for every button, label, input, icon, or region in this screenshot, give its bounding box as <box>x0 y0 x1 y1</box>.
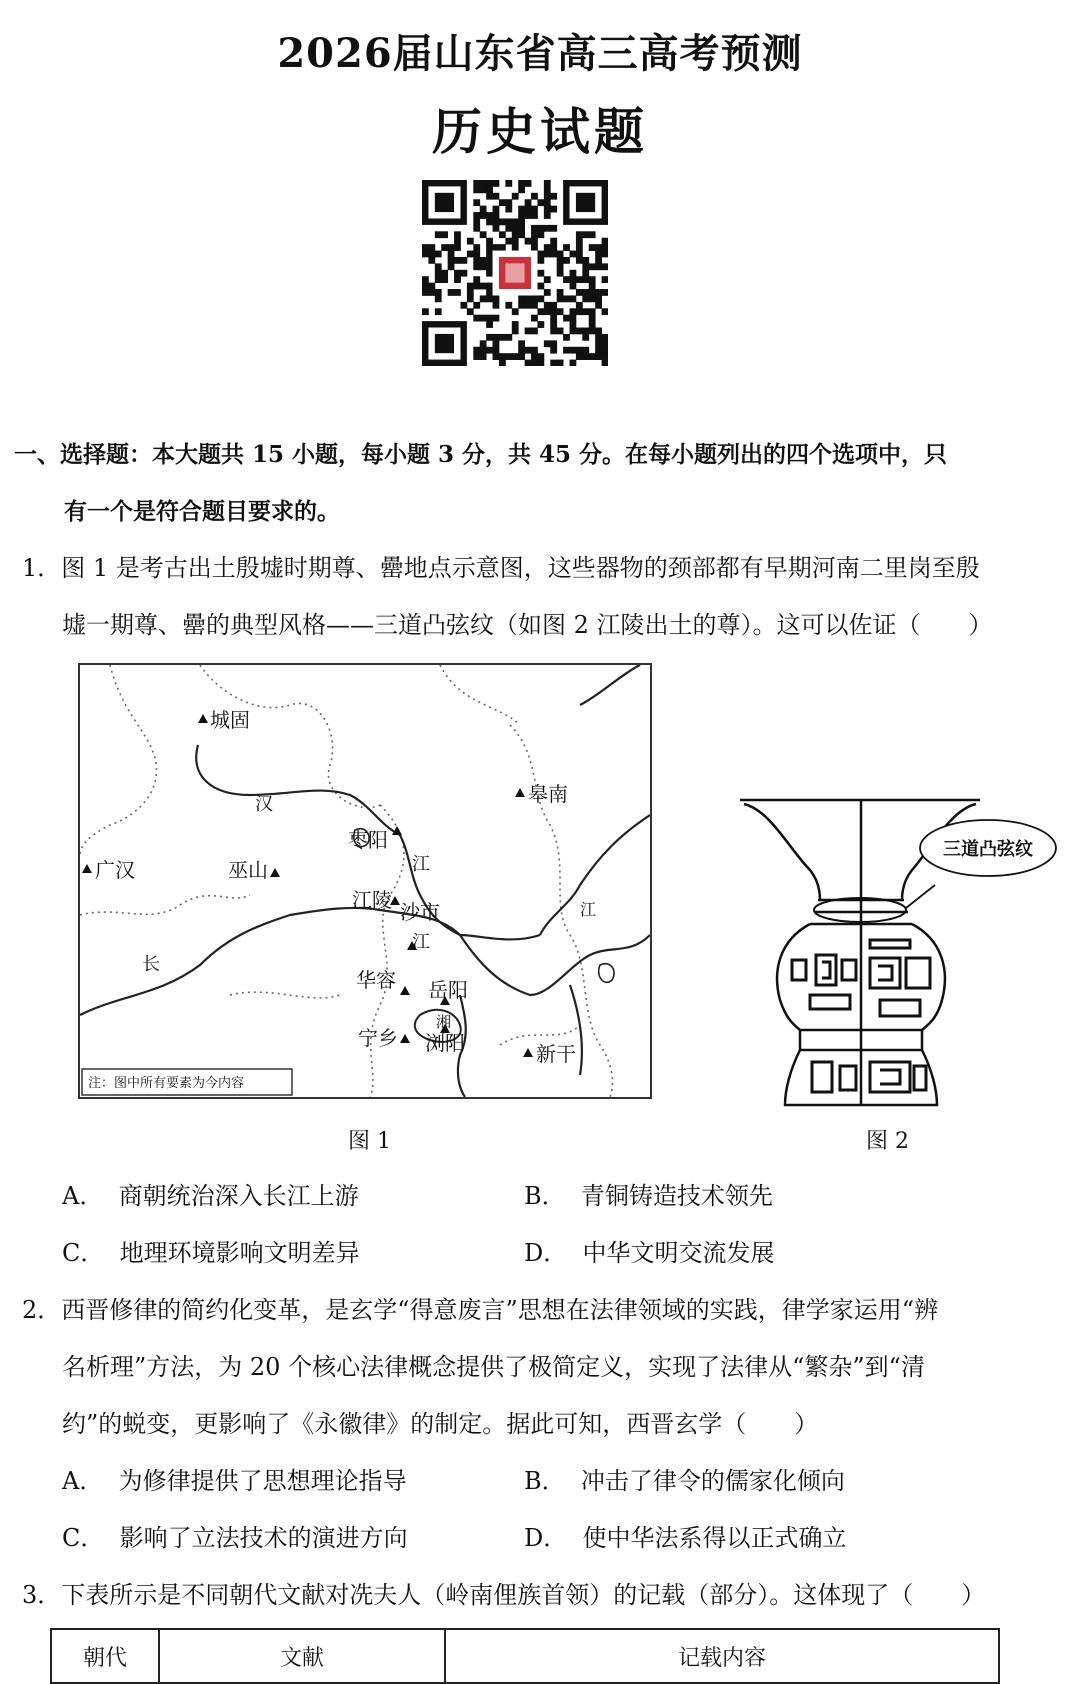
section-heading-line1: 一、选择题：本大题共 15 小题，每小题 3 分，共 45 分。在每小题列出的四个选项中，只 <box>14 441 948 468</box>
section-heading-line2: 有一个是符合题目要求的。 <box>64 498 340 525</box>
map-label-guanghan: 广汉 <box>95 858 135 882</box>
figure-1-map <box>78 663 652 1099</box>
q1-option-b[interactable] <box>524 1181 773 1211</box>
q1-option-d-text: 中华文明交流发展 <box>582 1239 775 1267</box>
q3-table-header-content: 记载内容 <box>445 1629 999 1683</box>
q3-stem-line1: 3．下表所示是不同朝代文献对冼夫人（岭南俚族首领）的记载（部分）。这体现了（ ） <box>22 1581 986 1609</box>
map-label-jiangling: 江陵 <box>352 888 392 912</box>
q1-stem-line1: 1．图 1 是考古出土殷墟时期尊、罍地点示意图，这些器物的颈部都有早期河南二里岗至殷 <box>22 554 980 582</box>
map-drawing <box>80 665 650 1097</box>
exam-subject-title: 历史试题 <box>432 102 648 161</box>
q1-option-c[interactable] <box>62 1238 360 1268</box>
vessel-callout-label: 三道凸弦纹 <box>943 839 1033 860</box>
exam-title: 2026届山东省高三高考预测 <box>277 30 803 77</box>
q1-option-a-label: A． <box>62 1182 104 1210</box>
q1-stem-line2: 墟一期尊、罍的典型风格——三道凸弦纹（如图 2 江陵出土的尊）。这可以佐证（ ） <box>62 611 993 639</box>
map-river-jiang-1: 江 <box>412 854 430 875</box>
q1-option-d[interactable] <box>524 1238 775 1268</box>
q1-option-b-label: B． <box>524 1182 566 1210</box>
map-label-liuyang: 浏阳 <box>425 1031 465 1055</box>
q1-option-a[interactable] <box>62 1181 359 1211</box>
map-label-yueyang: 岳阳 <box>428 978 468 1002</box>
q1-option-d-label: D． <box>524 1239 568 1267</box>
map-label-ningxiang: 宁乡 <box>358 1026 398 1050</box>
figure-1-caption: 图 1 <box>348 1129 391 1154</box>
q2-option-c[interactable] <box>62 1523 408 1553</box>
figure-2-caption: 图 2 <box>866 1129 909 1154</box>
map-label-chenggu: 城固 <box>210 708 250 732</box>
map-river-chang: 长 <box>142 954 160 975</box>
map-label-zaoyang: 枣阳 <box>348 828 388 852</box>
q1-option-b-text: 青铜铸造技术领先 <box>580 1182 773 1210</box>
map-river-xiang: 湘 <box>436 1013 452 1031</box>
q2-option-d-text: 使中华法系得以正式确立 <box>582 1524 847 1552</box>
q3-table <box>50 1628 1000 1684</box>
q2-option-b-label: B． <box>524 1467 566 1495</box>
q2-stem-line3: 约”的蜕变，更影响了《永徽律》的制定。据此可知，西晋玄学（ ） <box>62 1410 819 1438</box>
q2-option-a[interactable] <box>62 1466 407 1496</box>
q2-option-d-label: D． <box>524 1524 568 1552</box>
figure-2-vessel <box>730 790 1060 1110</box>
map-river-jiang-2: 江 <box>412 932 430 953</box>
q1-option-c-label: C． <box>62 1239 105 1267</box>
q2-stem-line1: 2．西晋修律的简约化变革，是玄学“得意废言”思想在法律领域的实践，律学家运用“辨 <box>22 1296 939 1324</box>
q2-option-c-text: 影响了立法技术的演进方向 <box>119 1524 408 1552</box>
map-label-funan: 皋南 <box>528 782 568 806</box>
map-label-huarong: 华容 <box>356 968 396 992</box>
qr-code <box>422 180 608 366</box>
map-label-wushan: 巫山 <box>228 858 268 882</box>
q3-table-header-dynasty: 朝代 <box>51 1629 159 1683</box>
q2-option-d[interactable] <box>524 1523 847 1553</box>
q1-option-c-text: 地理环境影响文明差异 <box>119 1239 360 1267</box>
map-river-han: 汉 <box>255 794 273 815</box>
q2-option-c-label: C． <box>62 1524 105 1552</box>
q2-option-b-text: 冲击了律令的儒家化倾向 <box>580 1467 845 1495</box>
q2-option-b[interactable] <box>524 1466 845 1496</box>
q1-option-a-text: 商朝统治深入长江上游 <box>118 1182 359 1210</box>
map-note: 注：图中所有要素为今内容 <box>88 1076 245 1091</box>
q3-table-header-document: 文献 <box>159 1629 445 1683</box>
q3-table-header-row <box>51 1629 999 1683</box>
vessel-drawing <box>730 790 1060 1110</box>
map-label-shashi: 沙市 <box>400 900 440 924</box>
map-river-jiang-3: 江 <box>580 900 597 919</box>
q2-option-a-text: 为修律提供了思想理论指导 <box>118 1467 407 1495</box>
map-label-xingan: 新干 <box>536 1042 576 1066</box>
q2-option-a-label: A． <box>62 1467 104 1495</box>
q2-stem-line2: 名析理”方法，为 20 个核心法律概念提供了极简定义，实现了法律从“繁杂”到“清 <box>62 1353 925 1381</box>
